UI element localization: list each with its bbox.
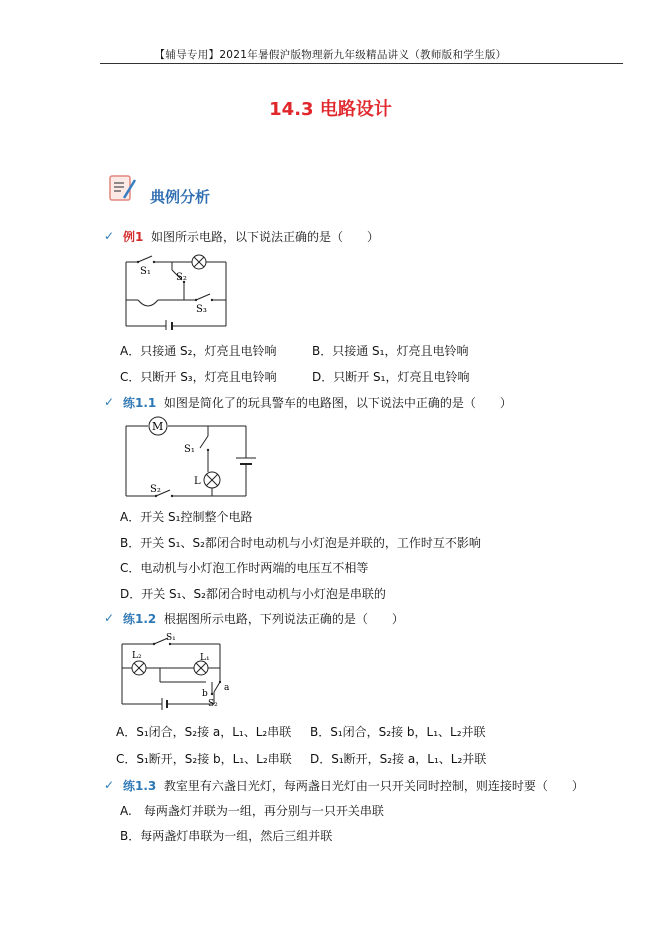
page-header: 【辅导专用】2021年暑假沪版物理新九年级精品讲义（教师版和学生版）	[154, 49, 507, 61]
figure-label: S₂	[208, 699, 218, 709]
option-c: C．只断开 S₃，灯亮且电铃响	[120, 370, 277, 384]
question-stem: 根据图所示电路，下列说法正确的是（ ）	[163, 612, 404, 626]
figure-label: L₂	[132, 651, 142, 661]
check-icon: ✓	[104, 395, 115, 409]
check-icon: ✓	[104, 229, 115, 243]
figure-label: S₁	[166, 633, 176, 643]
option-b: B．每两盏灯串联为一组，然后三组并联	[120, 829, 333, 843]
option-a: A. 每两盏灯并联为一组，再分别与一只开关串联	[120, 804, 384, 818]
figure-label: b	[202, 689, 208, 699]
figure-label: S₃	[196, 304, 207, 315]
option-b: B．S₁闭合，S₂接 b，L₁、L₂并联	[310, 725, 486, 739]
notepad-pencil-icon	[108, 174, 138, 204]
question-ex1	[123, 230, 379, 244]
option-a: A．只接通 S₂，灯亮且电铃响	[120, 344, 277, 358]
question-stem: 如图是简化了的玩具警车的电路图，以下说法中正确的是（ ）	[163, 396, 512, 410]
option-c: C．S₁断开，S₂接 b，L₁、L₂串联	[116, 752, 292, 766]
header-divider	[100, 63, 623, 64]
question-stem: 如图所示电路，以下说法正确的是（ ）	[151, 230, 380, 244]
circuit-diagram-ex1	[120, 250, 235, 330]
figure-label: L	[194, 476, 201, 487]
option-a: A．开关 S₁控制整个电路	[120, 510, 253, 524]
option-c: C．电动机与小灯泡工作时两端的电压互不相等	[120, 561, 369, 575]
option-a: A．S₁闭合，S₂接 a，L₁、L₂串联	[116, 725, 292, 739]
option-b: B．只接通 S₁，灯亮且电铃响	[312, 344, 469, 358]
figure-label: S₁	[140, 266, 151, 277]
question-1-2	[123, 612, 404, 626]
circuit-diagram-1-2	[116, 630, 241, 712]
question-label: 例1	[123, 230, 144, 244]
option-d: D．S₁断开，S₂接 a，L₁、L₂并联	[310, 752, 487, 766]
check-icon: ✓	[104, 611, 115, 625]
figure-label: S₁	[184, 444, 195, 455]
check-icon: ✓	[104, 778, 115, 792]
figure-label: S₂	[176, 272, 187, 283]
figure-label: S₂	[150, 484, 161, 495]
question-label: 练1.3	[123, 779, 157, 793]
question-label: 练1.2	[123, 612, 157, 626]
question-stem: 教室里有六盏日光灯，每两盏日光灯由一只开关同时控制，则连接时要（ ）	[163, 779, 584, 793]
circuit-diagram-1-1	[120, 416, 270, 502]
question-label: 练1.1	[123, 396, 157, 410]
option-d: D．只断开 S₁，灯亮且电铃响	[312, 370, 470, 384]
option-d: D．开关 S₁、S₂都闭合时电动机与小灯泡是串联的	[120, 587, 386, 601]
option-b: B．开关 S₁、S₂都闭合时电动机与小灯泡是并联的，工作时互不影响	[120, 536, 481, 550]
page-title: 14.3 电路设计	[269, 99, 392, 120]
question-1-3	[123, 779, 584, 793]
figure-label: a	[224, 683, 230, 693]
figure-label: M	[152, 420, 164, 433]
question-1-1	[123, 396, 512, 410]
figure-label: L₁	[200, 653, 210, 663]
section-title: 典例分析	[150, 188, 211, 206]
